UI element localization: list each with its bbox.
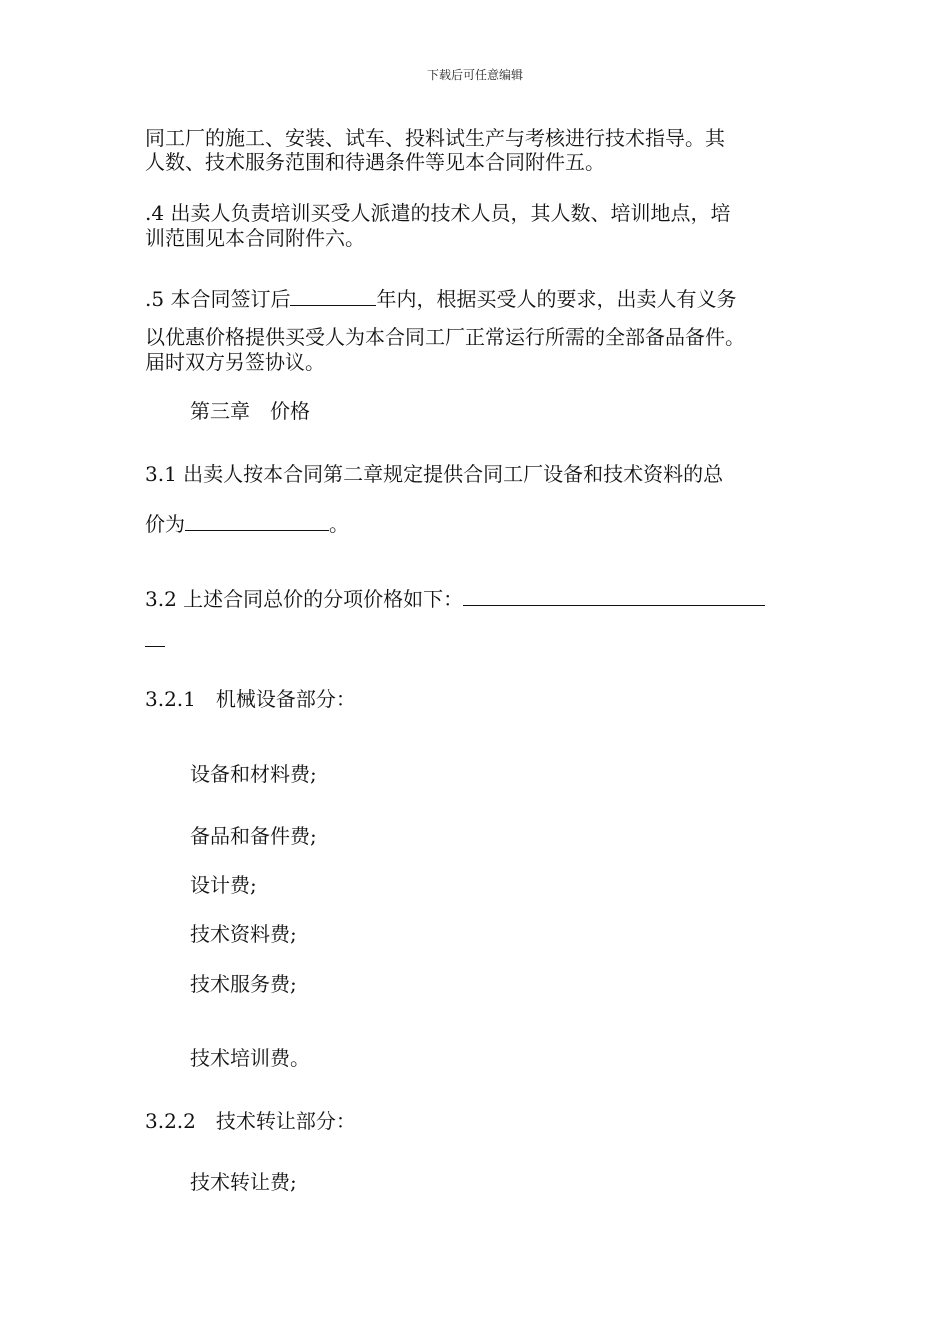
paragraph-line: 同工厂的施工、安装、试车、投料试生产与考核进行技术指导。其 bbox=[145, 126, 725, 150]
clause-3-1-line bbox=[145, 512, 349, 536]
breakdown-blank-continued bbox=[145, 628, 165, 652]
clause-2-5-start: .5 本合同签订后 bbox=[145, 287, 291, 311]
clause-3-2-2-title: 3.2.2 技术转让部分： bbox=[145, 1109, 356, 1133]
clause-2-5-rest: 年内，根据买受人的要求，出卖人有义务 bbox=[376, 287, 737, 311]
clause-2-5-line: 届时双方另签协议。 bbox=[145, 350, 325, 374]
list-item: 备品和备件费; bbox=[190, 824, 317, 848]
clause-3-2-line bbox=[145, 587, 765, 611]
list-item: 技术培训费。 bbox=[190, 1046, 310, 1070]
years-blank bbox=[290, 287, 376, 306]
list-item: 技术服务费; bbox=[190, 972, 297, 996]
breakdown-blank-tail bbox=[145, 628, 165, 647]
clause-3-2-1-title: 3.2.1 机械设备部分： bbox=[145, 687, 356, 711]
period: 。 bbox=[329, 512, 349, 536]
paragraph-line: 人数、技术服务范围和待遇条件等见本合同附件五。 bbox=[145, 150, 605, 174]
total-price-blank bbox=[185, 512, 329, 531]
clause-2-4-line: .4 出卖人负责培训买受人派遣的技术人员，其人数、培训地点，培 bbox=[145, 201, 731, 225]
page-header: 下载后可任意编辑 bbox=[426, 68, 523, 82]
total-price-label: 价为 bbox=[145, 512, 185, 536]
list-item: 技术转让费; bbox=[190, 1170, 297, 1194]
chapter-title: 第三章 价格 bbox=[190, 399, 310, 423]
list-item: 设计费; bbox=[190, 873, 257, 897]
breakdown-blank bbox=[463, 587, 765, 606]
clause-3-2-text: 3.2 上述合同总价的分项价格如下： bbox=[145, 587, 464, 611]
list-item: 技术资料费; bbox=[190, 922, 297, 946]
clause-2-5-line: 以优惠价格提供买受人为本合同工厂正常运行所需的全部备品备件。 bbox=[145, 325, 745, 349]
list-item: 设备和材料费; bbox=[190, 762, 317, 786]
clause-2-5-line bbox=[145, 287, 736, 311]
clause-2-4-line: 训范围见本合同附件六。 bbox=[145, 226, 365, 250]
clause-3-1-line: 3.1 出卖人按本合同第二章规定提供合同工厂设备和技术资料的总 bbox=[145, 462, 724, 486]
